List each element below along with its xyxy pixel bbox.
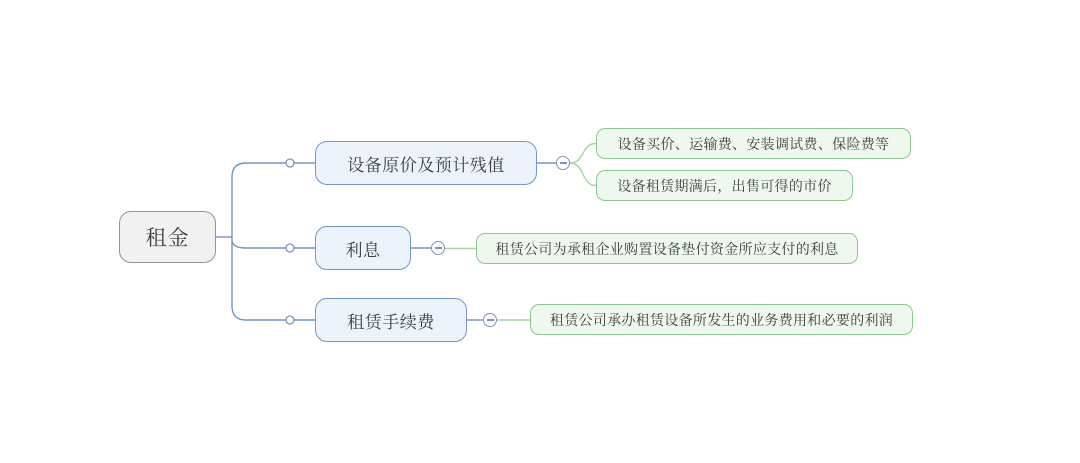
leaf-node-residual-value[interactable]: 设备租赁期满后，出售可得的市价 (596, 170, 853, 201)
minus-bar (487, 319, 494, 321)
minus-circle-icon[interactable] (431, 241, 445, 255)
branch-joints (286, 159, 294, 324)
minus-bar (435, 247, 442, 249)
minus-circle-icon[interactable] (556, 156, 570, 170)
branch-node-interest[interactable]: 利息 (315, 226, 411, 270)
circle-outline-icon (286, 244, 294, 252)
leaf-node-purchase-costs[interactable]: 设备买价、运输费、安装调试费、保险费等 (596, 128, 911, 159)
branch-3-line (232, 237, 315, 320)
circle-outline-icon (286, 316, 294, 324)
leaf-node-lease-fee-detail[interactable]: 租赁公司承办租赁设备所发生的业务费用和必要的利润 (530, 304, 913, 335)
branch-node-equipment-price[interactable]: 设备原价及预计残值 (315, 141, 537, 185)
leaf-1a-line (570, 144, 596, 164)
leaf-1b-line (570, 163, 596, 186)
root-node-rent[interactable]: 租金 (119, 211, 216, 263)
branch-1-line (232, 163, 315, 237)
minus-bar (560, 162, 567, 164)
minus-circle-icon[interactable] (483, 313, 497, 327)
branch-node-lease-fee[interactable]: 租赁手续费 (315, 298, 467, 342)
leaf-node-interest-detail[interactable]: 租赁公司为承租企业购置设备垫付资金所应支付的利息 (476, 233, 858, 264)
branch-2-line (232, 240, 315, 248)
circle-outline-icon (286, 159, 294, 167)
